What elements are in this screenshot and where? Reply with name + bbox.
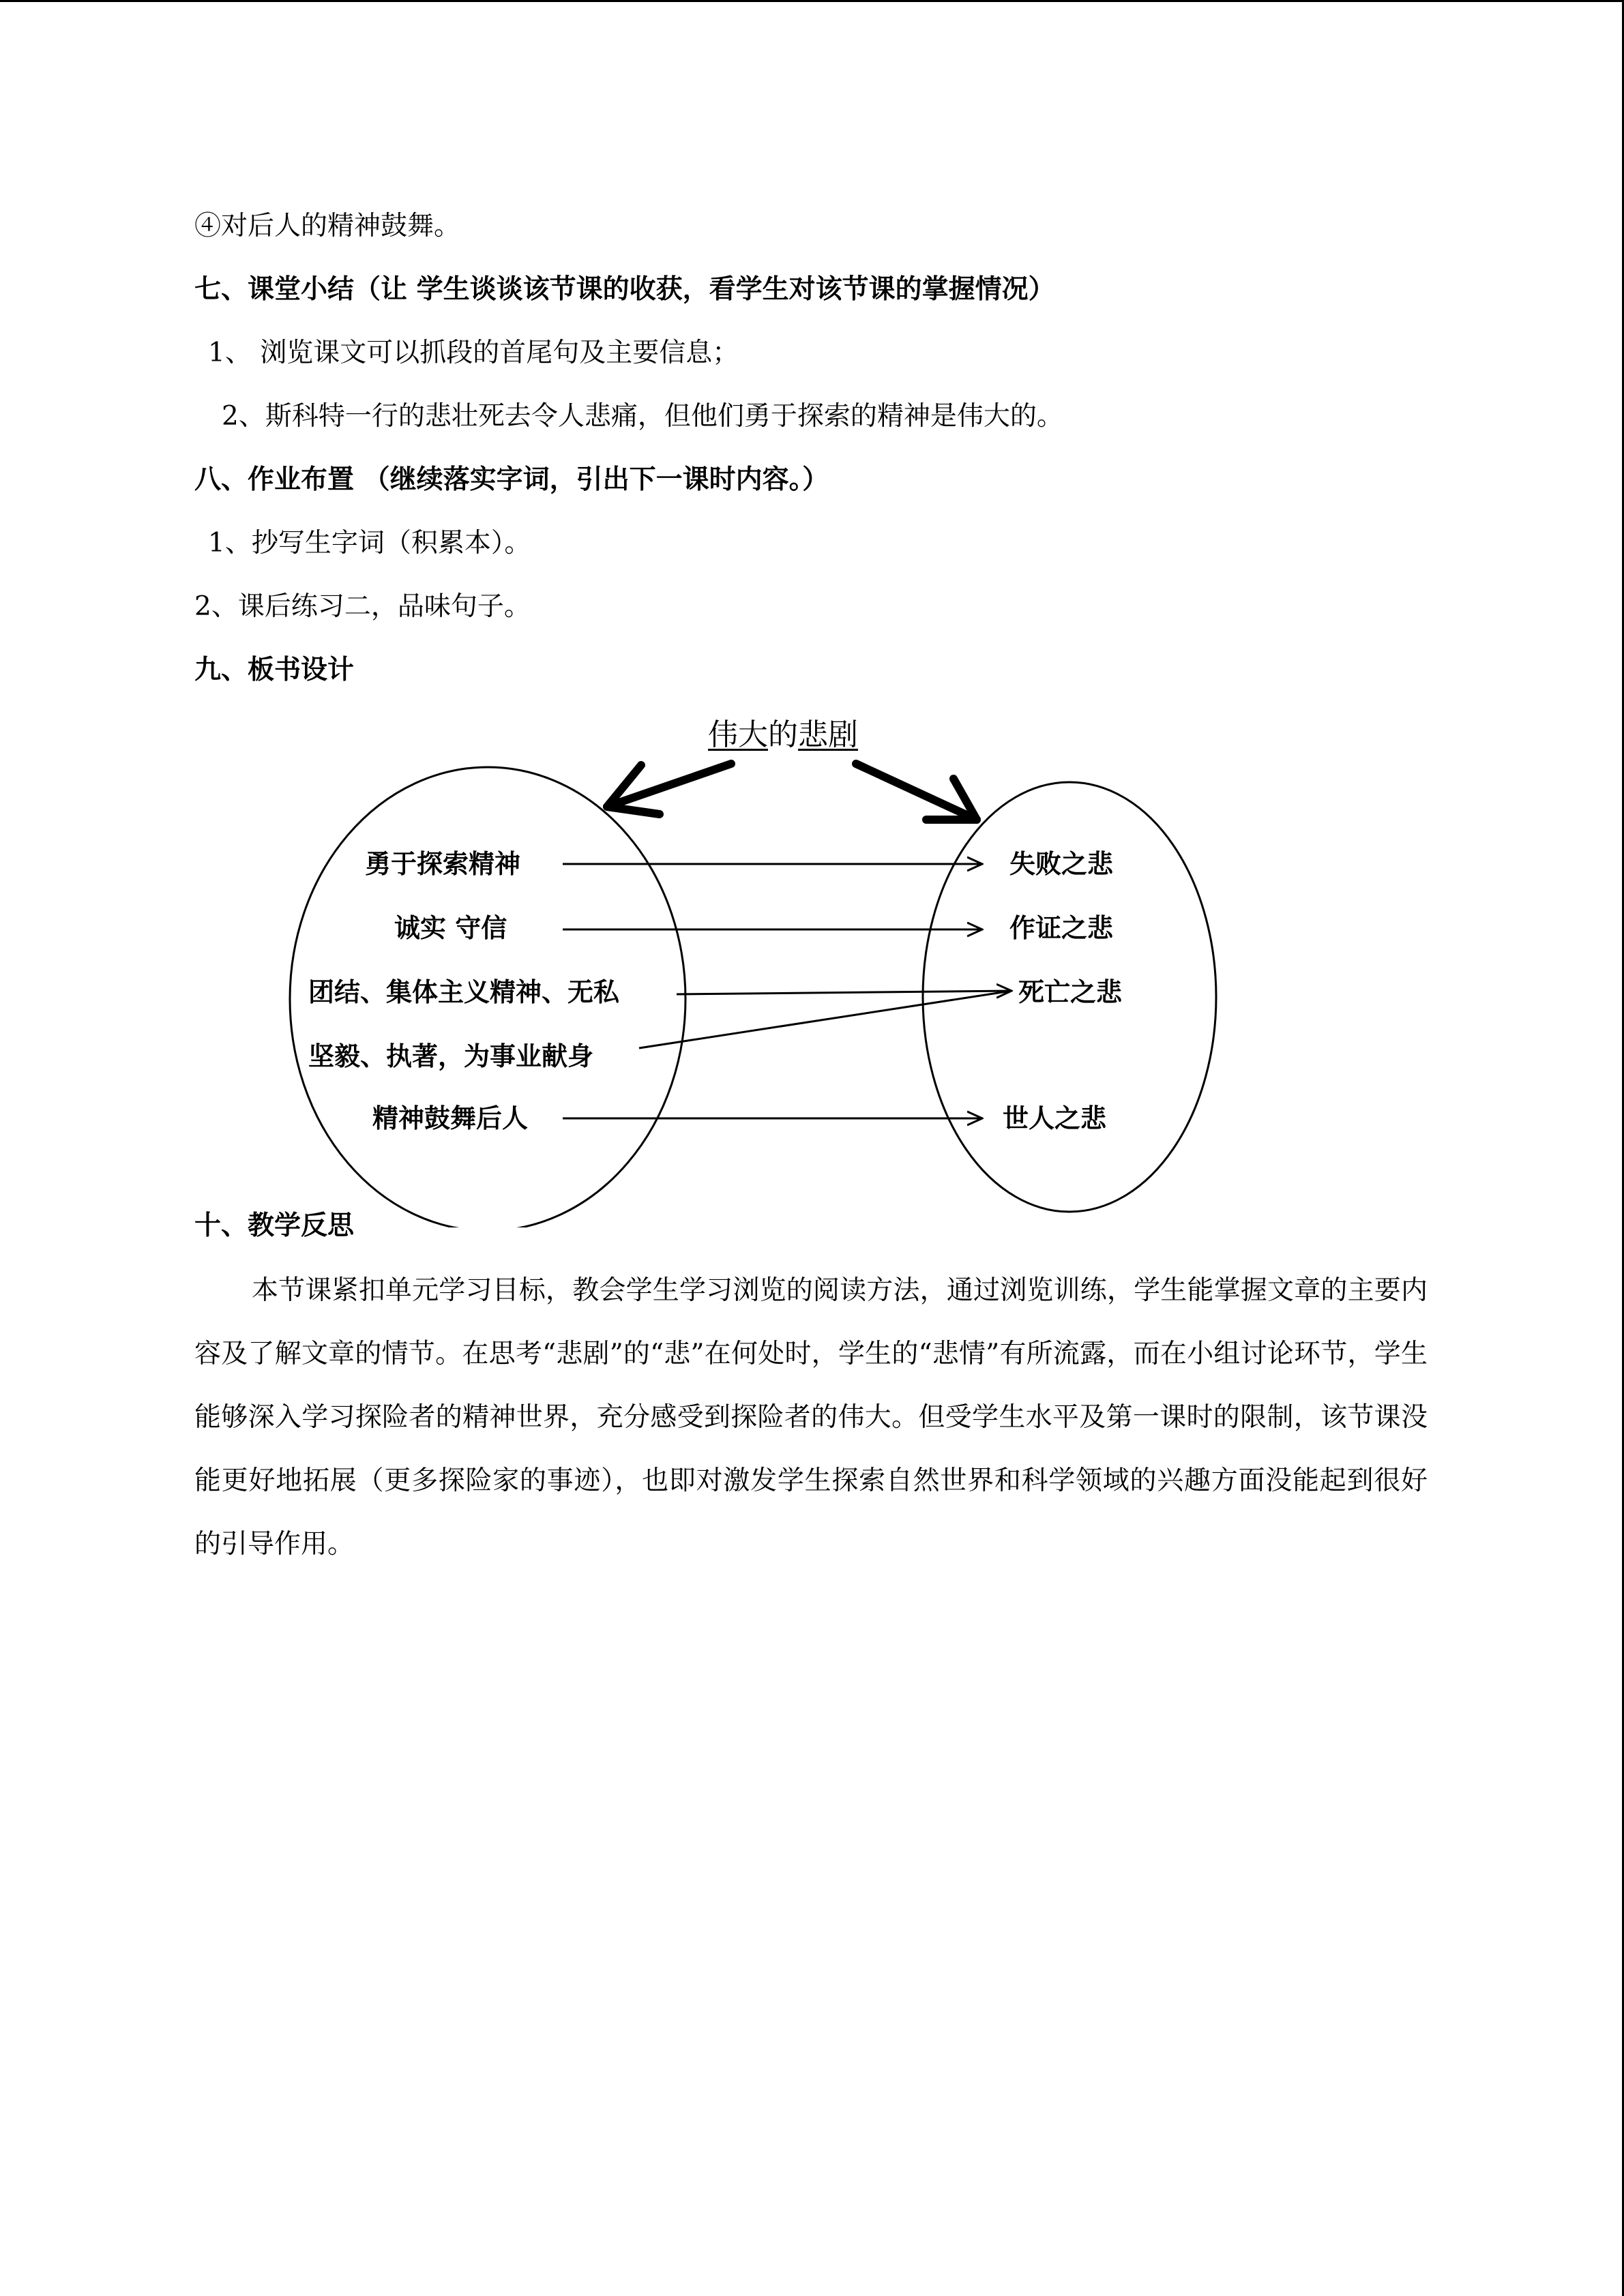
page-top-border [0,0,1624,2]
diagram-title [708,716,858,754]
section-7-heading: 七、课堂小结（让 学生谈谈该节课的收获，看学生对该节课的掌握情况） [194,274,1055,305]
left-label-4: 坚毅、执著，为事业献身 [308,1041,594,1071]
right-label-1: 失败之悲 [1009,849,1114,879]
left-label-3: 团结、集体主义精神、无私 [308,977,620,1007]
item-4-text: ④对后人的精神鼓舞。 [194,211,461,241]
right-label-2: 作证之悲 [1009,913,1114,943]
diagram-shapes [273,702,1241,1227]
diagram-title-part-3: 悲剧 [798,717,858,752]
title-arrow-left [607,764,731,814]
left-label-5: 精神鼓舞后人 [372,1103,529,1133]
reflection-paragraph: 本节课紧扣单元学习目标，教会学生学习浏览的阅读方法，通过浏览训练，学生能掌握文章的主要内容及了解文章的情节。在思考“悲剧”的“悲”在何处时，学生的“悲情”有所流露，而在小组讨论环节，学生能够深入学习探险者的精神世界，充分感受到探险者的伟大。但受学生水平及第一课时的限制，该节课没能更好地拓展（更多探险家的事迹），也即对激发学生探索自然世界和科学领域的兴趣方面没能起到很好的引导作用。 [194,1275,1428,1560]
blackboard-design-diagram [273,702,1241,1227]
section-8-item-2: 2、课后练习二，品味句子。 [194,591,531,622]
section-7-item-1: 1、 浏览课文可以抓段的首尾句及主要信息； [208,338,739,368]
link-arrow-4 [639,991,1012,1048]
section-8-heading: 八、作业布置 （继续落实字词，引出下一课时内容。） [194,464,829,495]
right-label-4: 世人之悲 [1003,1103,1107,1133]
section-10-heading: 十、教学反思 [194,1210,355,1241]
left-label-1: 勇于探索精神 [365,849,521,879]
diagram-title-part-2: 的 [768,717,798,752]
left-label-2: 诚实 守信 [394,913,507,943]
diagram-title-part-1: 伟大 [708,717,768,752]
section-9-heading: 九、板书设计 [194,655,355,685]
section-7-item-2: 2、斯科特一行的悲壮死去令人悲痛，但他们勇于探索的精神是伟大的。 [222,401,1063,432]
right-label-3: 死亡之悲 [1018,977,1123,1007]
section-8-item-1: 1、抄写生字词（积累本）。 [208,528,531,558]
title-arrow-right [856,764,977,820]
link-arrow-3 [677,991,1012,994]
